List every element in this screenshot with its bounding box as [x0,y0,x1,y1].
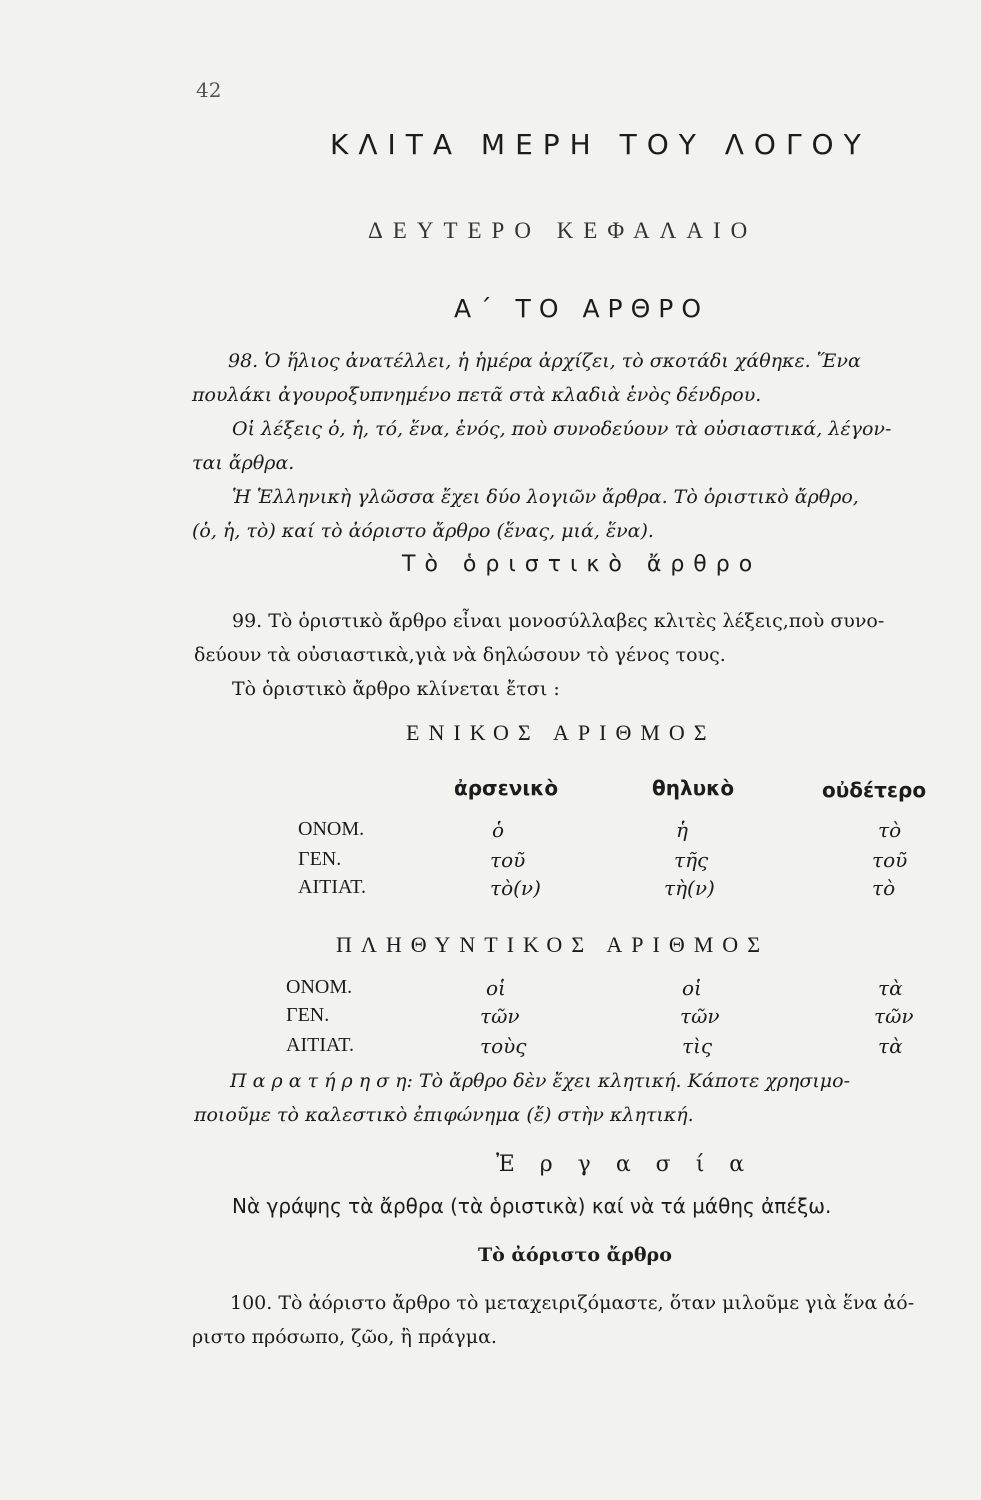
section-title: ΚΛΙΤΑ ΜΕΡΗ ΤΟΥ ΛΟΓΟΥ [330,128,871,161]
table-cell: τῶν [874,1004,914,1028]
table-cell: τὸ [872,876,896,900]
column-masculine: ἀρσενικὸ [454,776,559,800]
table-cell: τῶν [480,1004,520,1028]
table-cell: ἡ [676,818,688,842]
table-cell: τοῦ [872,848,908,872]
column-feminine: θηλυκὸ [652,776,735,800]
table-cell: τὰ [878,1034,903,1058]
exercise-text: Νὰ γράψης τὰ ἄρθρα (τὰ ὁριστικὰ) καί νὰ τά μάθης ἀπέξω. [232,1194,832,1218]
table-cell: τὶς [682,1034,713,1058]
page-number: 42 [196,78,222,102]
table-cell: τὰ [878,976,903,1000]
table-cell: ὁ [492,818,505,842]
plural-heading: ΠΛΗΘΥΝΤΙΚΟΣ ΑΡΙΘΜΟΣ [336,932,770,957]
table-cell: τὴ(ν) [664,876,715,900]
chapter-title: ΔΕΥΤΕΡΟ ΚΕΦΑΛΑΙΟ [368,218,758,243]
table-cell: τοῦ [490,848,526,872]
p99-line: Τὸ ὁριστικὸ ἄρθρο κλίνεται ἔτσι : [232,678,560,700]
p98-line: ται ἄρθρα. [192,452,295,474]
definite-article-heading: Τὸ ὁριστικὸ ἄρθρο [402,552,762,577]
table-cell: τῶν [680,1004,720,1028]
singular-heading: ΕΝΙΚΟΣ ΑΡΙΘΜΟΣ [406,720,716,745]
row-label: ΟΝΟΜ. [286,976,353,998]
indefinite-article-heading: Τὸ ἀόριστο ἄρθρο [478,1244,672,1266]
exercise-heading: Ἐ ρ γ α σ ί α [496,1152,754,1177]
p98-line: πουλάκι ἀγουροξυπνημένο πετᾶ στὰ κλαδιὰ ἑνὸς δένδρου. [192,384,762,406]
remark-line: ποιοῦμε τὸ καλεστικὸ ἐπιφώνημα (ἔ) στὴν κλητική. [194,1104,694,1126]
table-cell: τὸ(ν) [490,876,541,900]
table-cell: οἱ [682,976,702,1000]
row-label: ΑΙΤΙΑΤ. [298,876,366,898]
row-label: ΓΕΝ. [286,1004,330,1026]
table-cell: οἱ [486,976,506,1000]
p99-line: δεύουν τὰ οὐσιαστικὰ,γιὰ νὰ δηλώσουν τὸ γένος τους. [194,644,726,666]
table-cell: τοὺς [480,1034,527,1058]
column-neuter: οὐδέτερο [822,778,927,802]
table-cell: τῆς [674,848,709,872]
row-label: ΑΙΤΙΑΤ. [286,1034,354,1056]
p98-line: Οἱ λέξεις ὁ, ἡ, τό, ἕνα, ἑνός, ποὺ συνοδεύουν τὰ οὐσιαστικά, λέγον- [232,418,892,440]
p100-line: 100. Τὸ ἀόριστο ἄρθρο τὸ μεταχειριζόμαστε, ὅταν μιλοῦμε γιὰ ἕνα ἀό- [230,1292,915,1314]
p98-line: (ὁ, ἡ, τὸ) καί τὸ ἀόριστο ἄρθρο (ἕνας, μιά, ἕνα). [192,520,654,542]
p99-line: 99. Τὸ ὁριστικὸ ἄρθρο εἶναι μονοσύλλαβες κλιτὲς λέξεις,ποὺ συνο- [232,610,885,632]
lesson-title: Α΄ ΤΟ ΑΡΘΡΟ [454,294,710,323]
p98-line: Ἡ Ἑλληνικὴ γλῶσσα ἔχει δύο λογιῶν ἄρθρα. Τὸ ὁριστικὸ ἄρθρο, [232,486,859,508]
p98-line: 98. Ὁ ἥλιος ἀνατέλλει, ἡ ἡμέρα ἀρχίζει, τὸ σκοτάδι χάθηκε. Ἕνα [228,350,861,372]
table-cell: τὸ [878,818,902,842]
p100-line: ριστο πρόσωπο, ζῶο, ἢ πράγμα. [192,1326,497,1348]
remark-line: Π α ρ α τ ή ρ η σ η: Τὸ ἄρθρο δὲν ἔχει κλητική. Κάποτε χρησιμο- [230,1070,851,1092]
row-label: ΟΝΟΜ. [298,818,365,840]
row-label: ΓΕΝ. [298,848,342,870]
